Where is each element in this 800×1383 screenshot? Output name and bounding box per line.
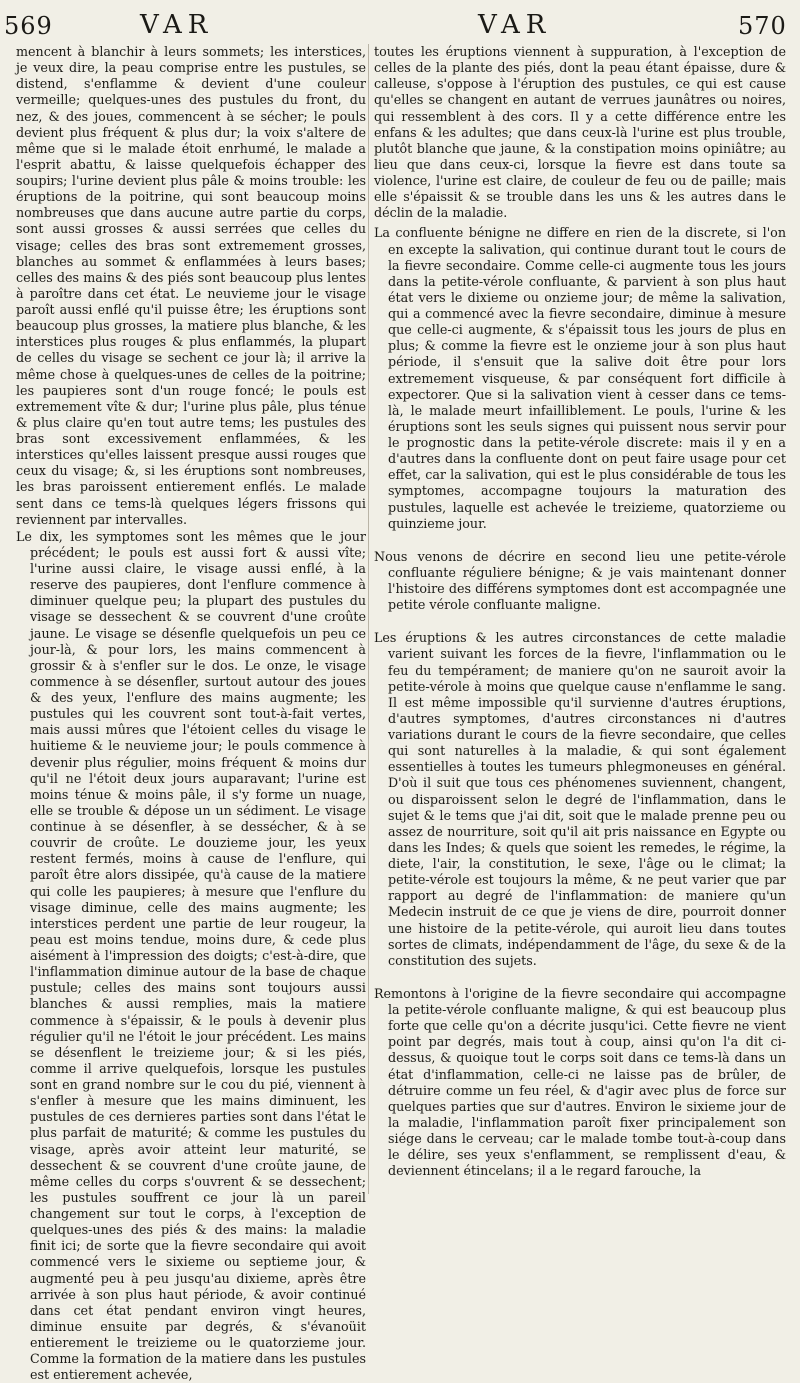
paragraph: Remontons à l'origine de la fievre secondaire qui accompagne la petite-vérole confluante maligne, & qui est beaucoup plus forte que celle qu'on a décrite jusqu'ici. Cette fievre ne vient point par degrés, mais tout à coup, ainsi qu'on l'a dit ci-dessus, & quoique tout le corps soit dans ce tems-là dans un état d'inflammation, celle-ci ne laisse pas de brûler, de détruire comme un feu réel, & d'agir avec plus de force sur quelques parties que sur d'autres. Environ le sixieme jour de la maladie, l'inflammation paroît fixer principalement son siége dans le cerveau; car le malade tombe tout-à-coup dans le délire, ses yeux s'enflamment, se remplissent d'eau, & deviennent étincelans; il a le regard farouche, la — [374, 985, 786, 1179]
paragraph: La confluente bénigne ne differe en rien de la discrete, si l'on en excepte la salivation, qui continue durant tout le cours de la fievre secondaire. Comme celle-ci augmente tous les jours dans la petite-vérole confluante, & parvient à son plus haut état vers le dixieme ou onzieme jour; de même la salivation, qui a commencé avec la fievre secondaire, diminue à mesure que celle-ci augmente, & s'épaissit tous les jours de plus en plus; & comme la fievre est le onzieme jour à son plus haut période, il s'ensuit que la salive doit être pour lors extremement visqueuse, & par conséquent fort difficile à expectorer. Que si la salivation vient à cesser dans ce tems-là, le malade meurt infailliblement. Le pouls, l'urine & les éruptions sont les seuls signes qui puissent nous servir pour le prognostic dans la petite-vérole discrete: mais il y en a d'autres dans la confluente dont on peut faire usage pour cet effet, car la salivation, qui est le plus considérable de tous les symptomes, accompagne toujours la maturation des pustules, laquelle est achevée le treizieme, quatorzieme ou quinzieme jour. — [374, 225, 786, 531]
left-column — [16, 44, 366, 1383]
column-divider — [368, 44, 369, 1194]
left-running-title: VAR — [140, 10, 214, 40]
paragraph: mencent à blanchir à leurs sommets; les interstices, je veux dire, la peau comprise entre les pustules, se distend, s'enflamme & devient d'une couleur vermeille; quelques-unes des pustules du front, du nez, & des joues, commencent à se sécher; le pouls devient plus fréquent & plus dur; la voix s'altere de même que si le malade étoit enrhumé, le malade a l'esprit abattu, & laisse quelquefois échapper des soupirs; l'urine devient plus pâle & moins trouble: les éruptions de la poitrine, qui sont beaucoup moins nombreuses que dans aucune autre partie du corps, sont aussi grosses & aussi serrées que celles du visage; celles des bras sont extremement grosses, blanches au sommet & enflammées à leurs bases; celles des mains & des piés sont beaucoup plus lentes à paroître dans cet état. Le neuvieme jour le visage paroît aussi enflé qu'il puisse être; les éruptions sont beaucoup plus grosses, la matiere plus blanche, & les interstices plus rouges & plus enflammés, la plupart de celles du visage se sechent ce jour là; il arrive la même chose à quelques-unes de celles de la poitrine; les paupieres sont d'un rouge foncé; le pouls est extremement vîte & dur; l'urine plus pâle, plus ténue & plus claire qu'en tout autre tems; les pustules des bras sont excessivement enflammées, & les interstices qu'elles laissent presque aussi rouges que ceux du visage; &, si les éruptions sont nombreuses, les bras paroissent entierement enflés. Le malade sent dans ce tems-là quelques légers frissons qui reviennent par intervalles. — [16, 44, 366, 527]
right-column — [374, 44, 786, 1199]
paragraph: toutes les éruptions viennent à suppuration, à l'exception de celles de la plante des piés, dont la peau étant épaisse, dure & calleuse, s'oppose à l'éruption des pustules, ce qui est cause qu'elles se changent en autant de verrues jaunâtres ou noires, qui ressemblent à des cors. Il y a cette différence entre les enfans & les adultes; que dans ceux-là l'urine est plus trouble, plutôt blanche que jaune, & la constipation moins opiniâtre; au lieu que dans ceux-ci, lorsque la fievre est dans toute sa violence, l'urine est claire, de couleur de feu ou de paille; mais elle s'épaissit & se trouble dans les uns & les autres dans le déclin de la maladie. — [374, 44, 786, 221]
running-header — [0, 0, 800, 40]
paragraph: Les éruptions & les autres circonstances de cette maladie varient suivant les forces de la fievre, l'inflammation ou le feu du tempérament; de maniere qu'on ne sauroit avoir la petite-vérole à moins que quelque cause n'enflamme le sang. Il est même impossible qu'il survienne d'autres éruptions, d'autres symptomes, d'autres circonstances ni d'autres variations durant le cours de la fievre secondaire, que celles qui sont naturelles à la maladie, & qui sont également essentielles à toutes les tumeurs phlegmoneuses en général. D'où il suit que tous ces phénomenes suviennent, changent, ou disparoissent selon le degré de l'inflammation, dans le sujet & le tems que j'ai dit, soit que le malade prenne peu ou assez de nourriture, soit qu'il ait pris naissance en Egypte ou dans les Indes; & quels que soient les remedes, le régime, la diete, l'air, la constitution, le sexe, l'âge ou le climat; la petite-vérole est toujours la même, & ne peut varier que par rapport au degré de l'inflammation: de maniere qu'un Medecin instruit de ce que je viens de dire, pourroit donner une histoire de la petite-vérole, qui auroit lieu dans toutes sortes de climats, indépendamment de l'âge, du sexe & de la constitution des sujets. — [374, 630, 786, 968]
paragraph: Le dix, les symptomes sont les mêmes que le jour précédent; le pouls est aussi fort & aussi vîte; l'urine aussi claire, le visage aussi enflé, à la reserve des paupieres, dont l'enflure commence à diminuer quelque peu; la plupart des pustules du visage se dessechent & se couvrent d'une croûte jaune. Le visage se désenfle quelquefois un peu ce jour-là, & pour lors, les mains commencent à grossir & à s'enfler sur le dos. Le onze, le visage commence à se désenfler, surtout autour des joues & des yeux, l'enflure des mains augmente; les pustules qui les couvrent sont tout-à-fait vertes, mais aussi mûres que l'étoient celles du visage le huitieme & le neuvieme jour; le pouls commence à devenir plus régulier, moins fréquent & moins dur qu'il ne l'étoit deux jours auparavant; l'urine est moins ténue & moins pâle, il s'y forme un nuage, elle se trouble & dépose un un sédiment. Le visage continue à se désenfler, à se dessécher, & à se couvrir de croûte. Le douzieme jour, les yeux restent fermés, moins à cause de l'enflure, qui paroît être alors dissipée, qu'à cause de la matiere qui colle les paupieres; à mesure que l'enflure du visage diminue, celle des mains augmente; les interstices perdent une partie de leur rougeur, la peau est moins tendue, moins dure, & cede plus aisément à l'impression des doigts; c'est-à-dire, que l'inflammation diminue autour de la base de chaque pustule; celles des mains sont toujours aussi blanches & aussi remplies, mais la matiere commence à s'épaissir, & le pouls à devenir plus régulier qu'il ne l'étoit le jour précédent. Les mains se désenflent le treizieme jour; & si les piés, comme il arrive quelquefois, lorsque les pustules sont en grand nombre sur le cou du pié, viennent à s'enfler à mesure que les mains diminuent, les pustules de ces dernieres parties sont dans l'état le plus parfait de maturité; & comme les pustules du visage, après avoir atteint leur maturité, se dessechent & se couvrent d'une croûte jaune, de même celles du corps s'ouvrent & se dessechent; les pustules souffrent ce jour là un pareil changement sur tout le corps, à l'exception de quelques-unes des piés & des mains: la maladie finit ici; de sorte que la fievre secondaire qui avoit commencé vers le sixieme ou septieme jour, & augmenté peu à peu jusqu'au dixieme, après être arrivée à son plus haut période, & avoir continué dans cet état pendant environ vingt heures, diminue ensuite par degrés, & s'évanoüit entierement le treizieme ou le quatorzieme jour. Comme la formation de la matiere dans les pustules est entierement achevée, — [16, 528, 366, 1383]
right-running-title: VAR — [478, 10, 552, 40]
paragraph: Nous venons de décrire en second lieu une petite-vérole confluante réguliere bénigne; & je vais maintenant donner l'histoire des différens symptomes dont est accompagnée une petite vérole confluante maligne. — [374, 548, 786, 613]
right-page-number: 570 — [738, 12, 787, 40]
left-page-number: 569 — [4, 12, 53, 40]
